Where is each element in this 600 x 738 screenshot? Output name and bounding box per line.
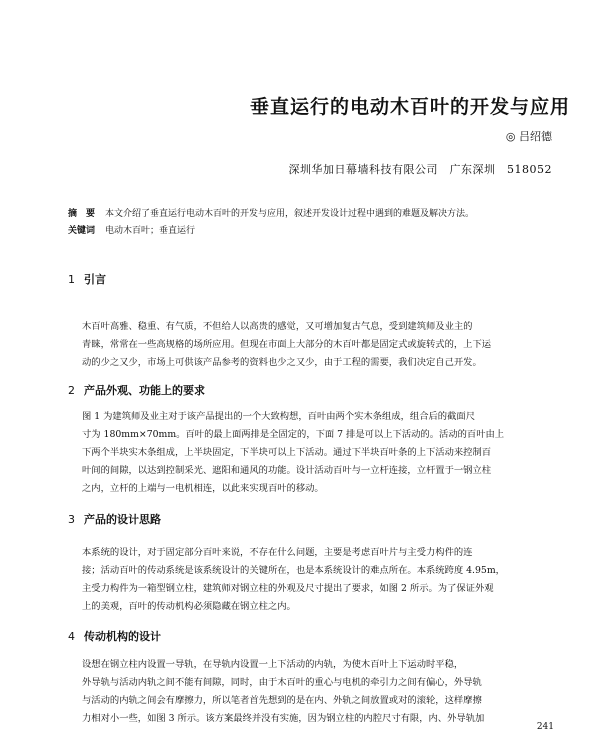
- abstract-label: 摘 要: [68, 209, 96, 219]
- text-line: 接；活动百叶的传动系统是该系统设计的关键所在，也是本系统设计的难点所在。本系统跨度 4.95m，: [82, 565, 505, 576]
- section-number: 2: [68, 384, 75, 397]
- abstract-text: 本文介绍了垂直运行电动木百叶的开发与应用，叙述开发设计过程中遇到的难题及解决方法。: [105, 209, 475, 219]
- section-title: 传动机构的设计: [84, 630, 161, 643]
- section-title: 产品外观、功能上的要求: [84, 384, 205, 397]
- text-line: 图 1 为建筑师及业主对于该产品提出的一个大致构想，百叶由两个实木条组成，组合后的截面尺: [82, 411, 475, 422]
- text-line: 设想在钢立柱内设置一导轨，在导轨内设置一上下活动的内轨，为使木百叶上下运动时平稳，: [82, 659, 464, 670]
- abstract: [68, 206, 474, 219]
- page-number: 241: [536, 722, 554, 732]
- author-line: ◎ 吕绍德: [505, 130, 552, 143]
- section-title: 引言: [84, 273, 106, 286]
- text-line: 之内，立杆的上端与一电机相连，以此来实现百叶的移动。: [82, 483, 324, 494]
- affiliation-line: 深圳华加日幕墙科技有限公司 广东深圳 518052: [288, 163, 552, 176]
- paper-title: 垂直运行的电动木百叶的开发与应用: [249, 96, 570, 118]
- section-title: 产品的设计思路: [84, 513, 161, 526]
- text-line: 木百叶高雅、稳重、有气质，不但给人以高贵的感觉，又可增加复古气息，受到建筑师及业主的: [82, 321, 473, 332]
- text-line: 力相对小一些，如图 3 所示。该方案最终并没有实施，因为钢立柱的内腔尺寸有限，内、外导轨加: [82, 713, 485, 724]
- section-heading-2: [68, 382, 205, 398]
- keywords-text: 电动木百叶；垂直运行: [105, 226, 196, 236]
- section-heading-1: [68, 271, 106, 287]
- text-line: 下两个半块实木条组成，上半块固定，下半块可以上下活动。通过下半块百叶条的上下活动来控制百: [82, 447, 492, 458]
- section-number: 3: [68, 513, 75, 526]
- keywords: [68, 223, 195, 236]
- text-line: 外导轨与活动内轨之间不能有间隙，同时，由于木百叶的重心与电机的牵引力之间有偏心，外导轨: [82, 677, 482, 688]
- section-number: 1: [68, 273, 75, 286]
- section-body-3: [82, 544, 552, 616]
- text-line: 与活动的内轨之间会有摩擦力，所以笔者首先想到的是在内、外轨之间放置或对的滚轮，这样摩擦: [82, 695, 482, 706]
- section-heading-3: [68, 511, 161, 527]
- section-body-1: [82, 318, 552, 372]
- text-line: 主受力构件为一箱型钢立柱，建筑师对钢立柱的外观及尺寸提出了要求，如图 2 所示。为了保证外观: [82, 583, 494, 594]
- text-line: 青睐，常常在一些高规格的场所应用。但现在市面上大部分的木百叶都是固定式或旋转式的，上下运: [82, 339, 492, 350]
- section-body-4: [82, 656, 552, 728]
- keywords-label: 关键词: [68, 226, 96, 236]
- section-number: 4: [68, 630, 75, 643]
- section-body-2: [82, 408, 552, 498]
- text-line: 寸为 180mm×70mm。百叶的最上面两排是全固定的，下面 7 排是可以上下活动的。活动的百叶由上: [82, 429, 505, 440]
- text-line: 上的美观，百叶的传动机构必须隐藏在钢立柱之内。: [82, 601, 296, 612]
- text-line: 本系统的设计，对于固定部分百叶来说，不存在什么问题，主要是考虑百叶片与主受力构件的连: [82, 547, 473, 558]
- text-line: 动的少之又少，市场上可供该产品参考的资料也少之又少，由于工程的需要，我们决定自己开发。: [82, 357, 482, 368]
- section-heading-4: [68, 628, 161, 644]
- text-line: 叶间的间隙，以达到控制采光、遮阳和通风的功能。设计活动百叶与一立杆连接，立杆置于一钢立柱: [82, 465, 492, 476]
